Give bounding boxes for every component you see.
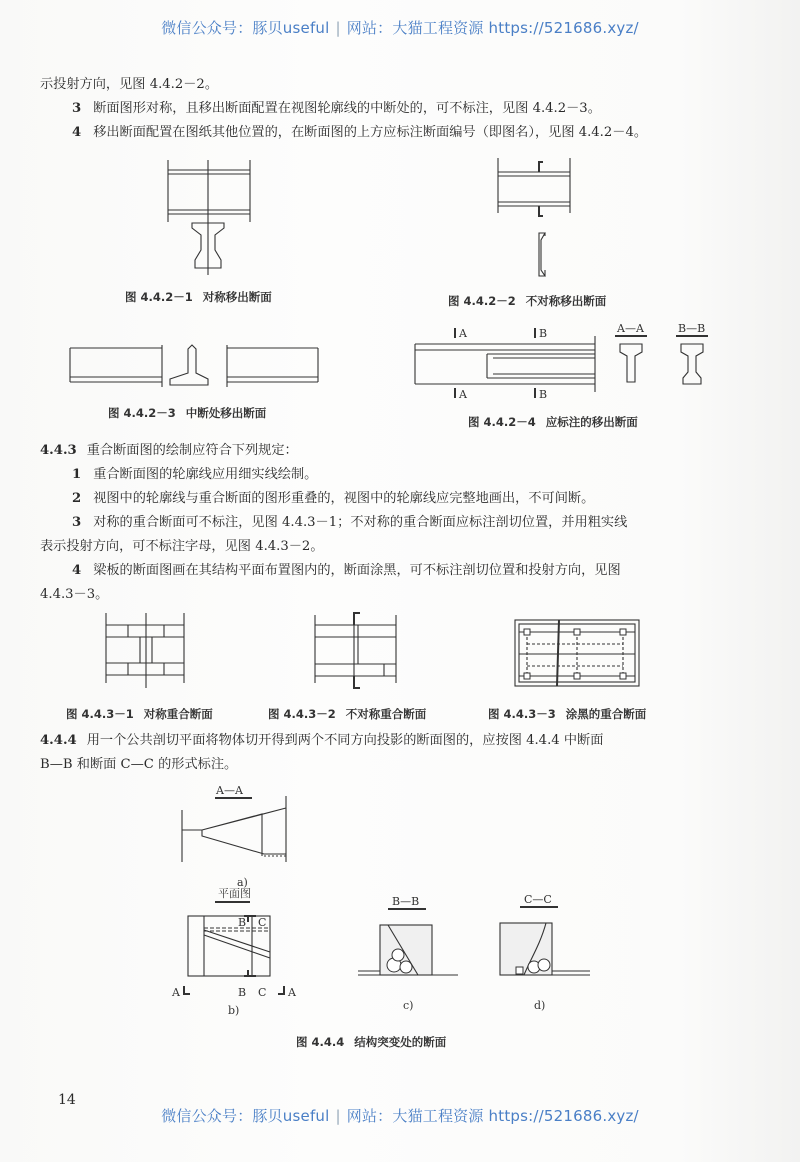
svg-text:A: A (459, 388, 467, 401)
item-number: 3 (72, 101, 82, 116)
watermark-wechat: 微信公众号：豚贝useful (161, 19, 330, 37)
figure-caption-4-4-4 (296, 1034, 446, 1050)
figure-caption-4-4-3-3 (488, 706, 646, 722)
caption-title: 涂黑的重合断面 (565, 707, 647, 721)
svg-text:a): a) (237, 876, 248, 889)
figure-caption-4-4-2-1 (125, 289, 272, 305)
figure-4-4-2-4-drawing (415, 322, 715, 401)
section-4-4-3-item-3-cont: 表示投射方向，可不标注字母，见图 4.4.3－2。 (40, 539, 324, 554)
section-4-4-3-item-1 (72, 465, 317, 485)
svg-text:C: C (258, 986, 267, 999)
item-text: 梁板的断面图画在其结构平面布置图内的，断面涂黑，可不标注剖切位置和投射方向，见图 (93, 563, 621, 578)
item-text: 视图中的轮廓线与重合断面的图形重叠的，视图中的轮廓线应完整地画出，不可间断。 (93, 491, 595, 506)
figure-caption-4-4-2-2 (448, 293, 606, 309)
svg-text:A—A: A—A (216, 784, 243, 797)
item-number: 4 (72, 125, 82, 140)
item-number: 2 (72, 491, 82, 506)
section-4-4-3-heading (40, 441, 298, 461)
svg-text:A: A (172, 986, 180, 999)
svg-text:A: A (288, 986, 296, 999)
watermark-top (0, 17, 800, 38)
section-number: 4.4.4 (40, 733, 77, 748)
svg-text:B—B: B—B (678, 322, 706, 335)
svg-text:B: B (539, 388, 548, 401)
caption-title: 对称重合断面 (143, 707, 213, 721)
figure-4-4-2-1-drawing (160, 160, 260, 280)
watermark-separator: | (335, 19, 341, 37)
caption-title: 结构突变处的断面 (354, 1035, 447, 1049)
caption-title: 应标注的移出断面 (545, 415, 638, 429)
figure-4-4-4d-drawing (490, 895, 600, 1015)
svg-text:B: B (539, 327, 548, 340)
caption-number: 图 4.4.2－3 (108, 406, 176, 420)
figure-4-4-3-3-drawing (515, 620, 640, 690)
caption-number: 图 4.4.2－4 (468, 415, 536, 429)
figure-4-4-4c-drawing (358, 895, 463, 1015)
item-number: 1 (72, 467, 82, 482)
section-text: 用一个公共剖切平面将物体切开得到两个不同方向投影的断面图的，应按图 4.4.4 中断面 (86, 733, 604, 748)
section-4-4-3-item-2 (72, 489, 594, 509)
svg-text:A—A: A—A (617, 322, 644, 335)
svg-text:C—C: C—C (524, 893, 552, 906)
watermark-site: 网站：大猫工程资源 https://521686.xyz/ (346, 19, 639, 37)
figure-caption-4-4-2-3 (108, 405, 266, 421)
svg-text:A: A (459, 327, 467, 340)
caption-number: 图 4.4.2－1 (125, 290, 193, 304)
svg-text:平面图: 平面图 (218, 887, 251, 900)
section-4-4-4-cont: B—B 和断面 C—C 的形式标注。 (40, 757, 238, 772)
caption-number: 图 4.4.3－3 (488, 707, 556, 721)
paragraph-item-3 (72, 99, 601, 119)
svg-text:d): d) (534, 999, 546, 1012)
paragraph-item-4 (72, 123, 647, 143)
section-text: 重合断面图的绘制应符合下列规定： (86, 443, 298, 458)
paragraph-continuation: 示投射方向，见图 4.4.2－2。 (40, 77, 219, 92)
caption-number: 图 4.4.3－2 (268, 707, 336, 721)
section-4-4-4-heading (40, 731, 603, 751)
watermark-site: 网站：大猫工程资源 https://521686.xyz/ (346, 1107, 639, 1125)
item-text: 对称的重合断面可不标注，见图 4.4.3－1；不对称的重合断面应标注剖切位置，并用粗实线 (93, 515, 628, 530)
figure-4-4-4a-drawing (180, 782, 300, 889)
section-4-4-3-item-4 (72, 561, 621, 581)
section-4-4-3-item-3 (72, 513, 627, 533)
figure-caption-4-4-3-1 (66, 706, 213, 722)
figure-4-4-4b-drawing (170, 887, 310, 1020)
svg-text:B: B (238, 916, 247, 929)
item-text: 重合断面图的轮廓线应用细实线绘制。 (93, 467, 318, 482)
watermark-separator: | (335, 1107, 341, 1125)
svg-text:C: C (258, 916, 267, 929)
item-number: 3 (72, 515, 82, 530)
svg-text:c): c) (403, 999, 414, 1012)
watermark-bottom (0, 1105, 800, 1126)
page-number: 14 (58, 1092, 76, 1108)
caption-title: 中断处移出断面 (185, 406, 267, 420)
figure-4-4-2-3-drawing (70, 345, 320, 395)
item-text: 移出断面配置在图纸其他位置的，在断面图的上方应标注断面编号（即图名），见图 4.4.2－4。 (93, 125, 648, 140)
watermark-wechat: 微信公众号：豚贝useful (161, 1107, 330, 1125)
svg-text:b): b) (228, 1004, 240, 1017)
caption-title: 不对称移出断面 (525, 294, 607, 308)
item-text: 断面图形对称，且移出断面配置在视图轮廓线的中断处的，可不标注，见图 4.4.2－3。 (93, 101, 601, 116)
caption-number: 图 4.4.4 (296, 1035, 345, 1049)
caption-title: 对称移出断面 (202, 290, 272, 304)
caption-number: 图 4.4.2－2 (448, 294, 516, 308)
figure-4-4-2-2-drawing (495, 158, 575, 278)
caption-number: 图 4.4.3－1 (66, 707, 134, 721)
section-4-4-3-item-4-cont: 4.4.3－3。 (40, 587, 109, 602)
item-number: 4 (72, 563, 82, 578)
figure-4-4-3-1-drawing (100, 613, 190, 688)
svg-text:B: B (238, 986, 247, 999)
figure-4-4-3-2-drawing (312, 610, 402, 690)
svg-text:B—B: B—B (392, 895, 420, 908)
figure-caption-4-4-2-4 (468, 414, 638, 430)
caption-title: 不对称重合断面 (345, 707, 427, 721)
section-number: 4.4.3 (40, 443, 77, 458)
figure-caption-4-4-3-2 (268, 706, 426, 722)
